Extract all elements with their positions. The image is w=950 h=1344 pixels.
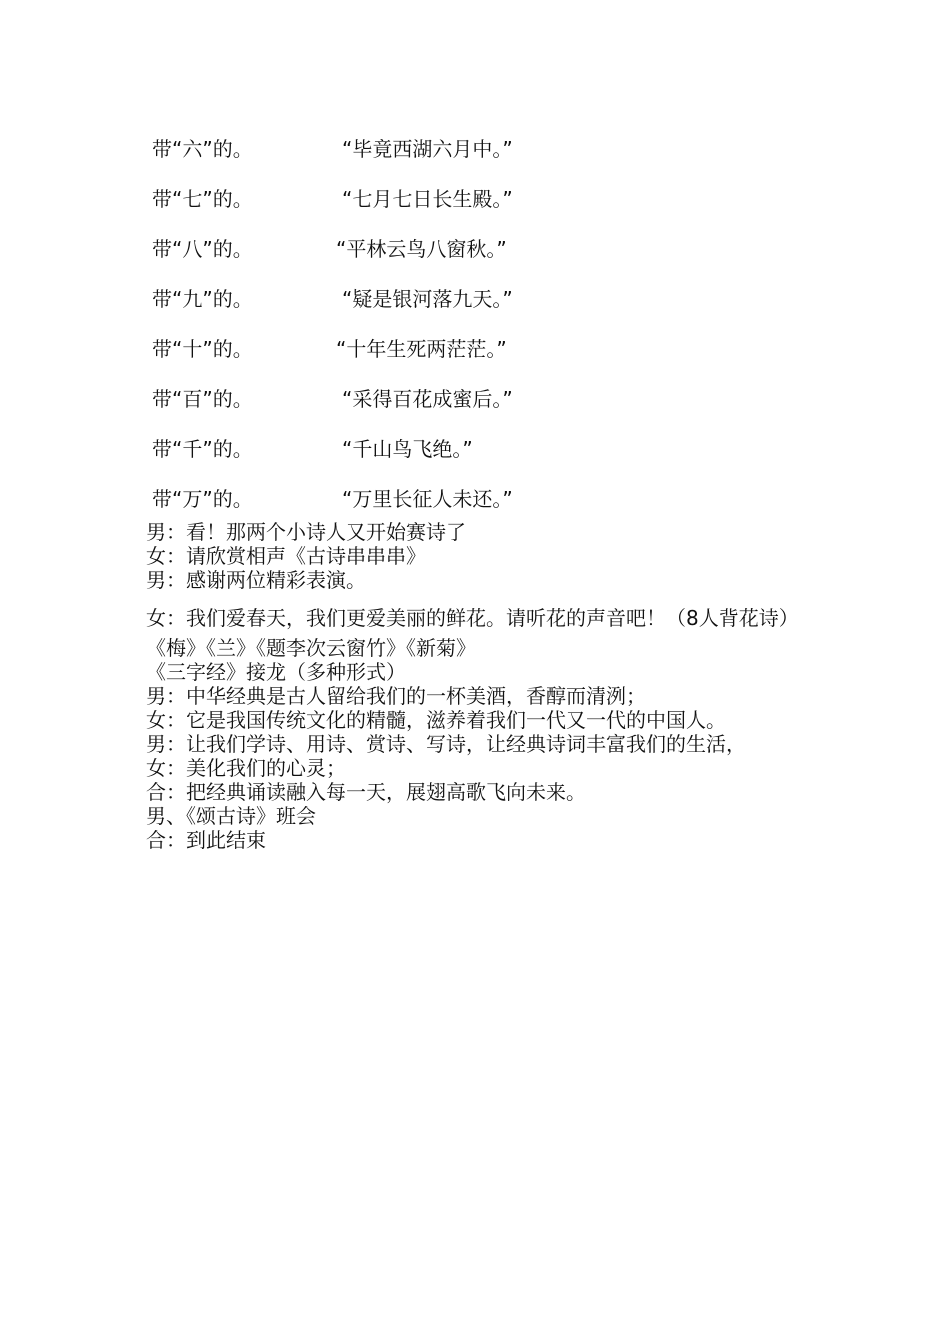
script-line: 《三字经》接龙（多种形式）	[146, 660, 406, 684]
pair-quote: “万里长征人未还。”	[342, 487, 513, 511]
poem-pair-row	[152, 384, 812, 434]
script-line: 《梅》《兰》《题李次云窗竹》《新菊》	[146, 636, 476, 660]
script-line: 女：请欣赏相声《古诗串串串》	[146, 544, 426, 568]
poem-pair-row	[152, 184, 812, 234]
pair-quote: “平林云鸟八窗秋。”	[336, 237, 507, 261]
pair-quote: “七月七日长生殿。”	[342, 187, 513, 211]
flower-poem-paragraph: 女：我们爱春天，我们更爱美丽的鲜花。请听花的声音吧！（8人背花诗）	[146, 606, 799, 630]
pair-label: 带“十”的。	[152, 337, 253, 361]
poem-pair-row	[152, 434, 812, 484]
poem-pair-row	[152, 284, 812, 334]
script-line: 合：到此结束	[146, 828, 266, 852]
pair-label: 带“七”的。	[152, 187, 253, 211]
pair-label: 带“六”的。	[152, 137, 253, 161]
script-line: 男、《颂古诗》班会	[146, 804, 316, 828]
number-poem-list	[152, 134, 812, 534]
script-line: 女：美化我们的心灵；	[146, 756, 346, 780]
poem-pair-row	[152, 334, 812, 384]
pair-label: 带“八”的。	[152, 237, 253, 261]
script-line: 合：把经典诵读融入每一天，展翅高歌飞向未来。	[146, 780, 586, 804]
poem-pair-row	[152, 134, 812, 184]
script-line: 男：看！那两个小诗人又开始赛诗了	[146, 520, 466, 544]
pair-label: 带“九”的。	[152, 287, 253, 311]
script-line: 男：让我们学诗、用诗、赏诗、写诗，让经典诗词丰富我们的生活，	[146, 732, 746, 756]
poem-pair-row	[152, 234, 812, 284]
pair-quote: “疑是银河落九天。”	[342, 287, 513, 311]
pair-quote: “采得百花成蜜后。”	[342, 387, 513, 411]
pair-quote: “毕竟西湖六月中。”	[342, 137, 513, 161]
script-lines	[146, 520, 826, 852]
script-line: 女：它是我国传统文化的精髓，滋养着我们一代又一代的中国人。	[146, 708, 726, 732]
pair-quote: “千山鸟飞绝。”	[342, 437, 473, 461]
pair-label: 带“百”的。	[152, 387, 253, 411]
pair-quote: “十年生死两茫茫。”	[336, 337, 507, 361]
pair-label: 带“千”的。	[152, 437, 253, 461]
script-line: 男：中华经典是古人留给我们的一杯美酒，香醇而清洌；	[146, 684, 646, 708]
script-line: 男：感谢两位精彩表演。	[146, 568, 366, 592]
pair-label: 带“万”的。	[152, 487, 253, 511]
